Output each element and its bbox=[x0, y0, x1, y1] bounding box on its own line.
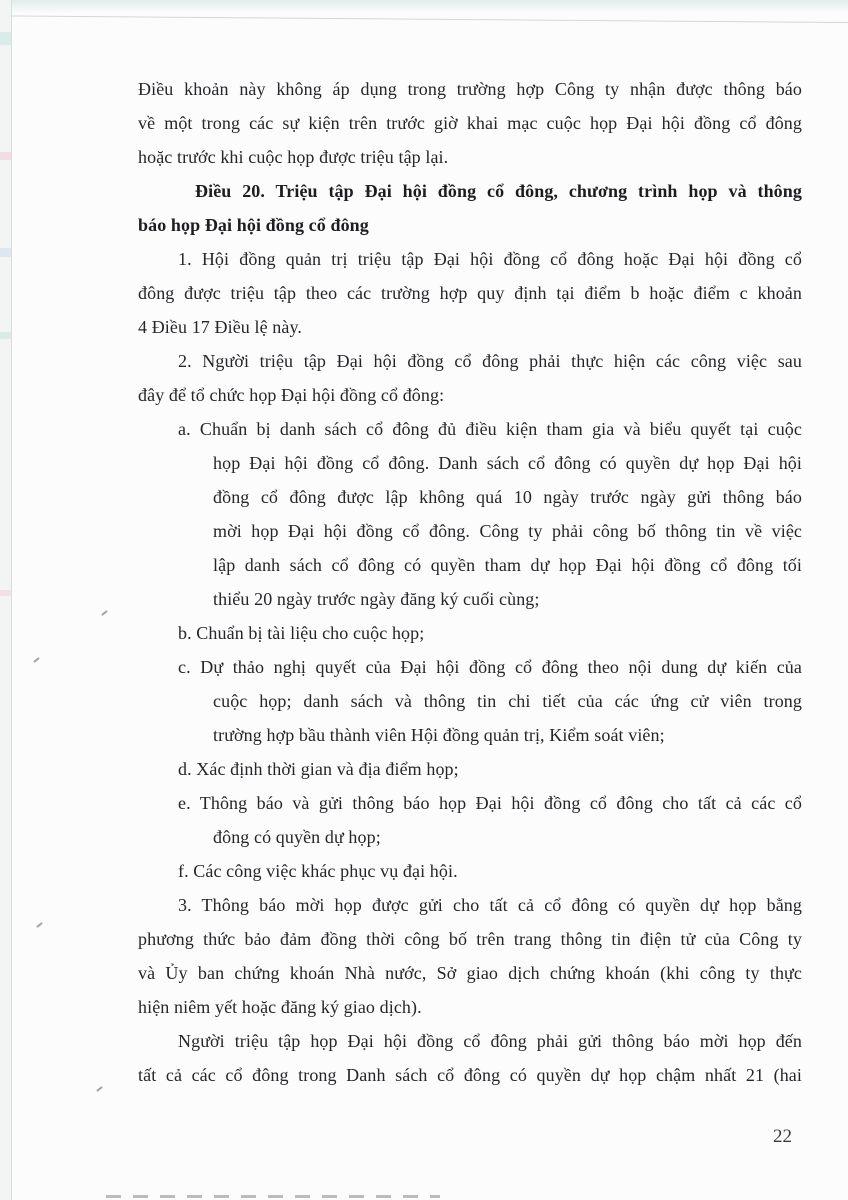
list-item-d bbox=[138, 752, 802, 786]
scan-artifact-stripe bbox=[0, 590, 11, 596]
text-line: phương thức bảo đảm đồng thời công bố trên trang thông tin điện tử của Công ty bbox=[138, 929, 802, 949]
list-item-a bbox=[138, 412, 802, 616]
clause-3-continuation bbox=[138, 1024, 802, 1092]
list-item-b bbox=[138, 616, 802, 650]
text-line: Điều 20. Triệu tập Đại hội đồng cổ đông, chương trình họp và thông bbox=[195, 181, 802, 201]
document-text-block bbox=[138, 72, 802, 1092]
text-line: đông được triệu tập theo các trường hợp quy định tại điểm b hoặc điểm c khoản bbox=[138, 283, 802, 303]
text-line: đây để tổ chức họp Đại hội đồng cổ đông: bbox=[138, 385, 445, 405]
text-line: 4 Điều 17 Điều lệ này. bbox=[138, 317, 302, 337]
text-line: đông có quyền dự họp; bbox=[213, 827, 381, 847]
text-line: b. Chuẩn bị tài liệu cho cuộc họp; bbox=[178, 623, 425, 643]
text-line: mời họp Đại hội đồng cổ đông. Công ty phải công bố thông tin về việc bbox=[213, 521, 802, 541]
clause-3 bbox=[138, 888, 802, 1024]
text-line: a. Chuẩn bị danh sách cổ đông đủ điều kiện tham gia và biểu quyết tại cuộc bbox=[178, 419, 802, 439]
text-line: e. Thông báo và gửi thông báo họp Đại hội đồng cổ đông cho tất cả các cổ bbox=[178, 793, 802, 813]
text-line: 1. Hội đồng quản trị triệu tập Đại hội đồng cổ đông hoặc Đại hội đồng cổ bbox=[178, 249, 802, 269]
text-line: đồng cổ đông được lập không quá 10 ngày trước ngày gửi thông báo bbox=[213, 487, 802, 507]
heading-article-20 bbox=[138, 174, 802, 242]
clause-1 bbox=[138, 242, 802, 344]
text-line: báo họp Đại hội đồng cổ đông bbox=[138, 215, 369, 235]
text-line: f. Các công việc khác phục vụ đại hội. bbox=[178, 861, 458, 881]
text-line: c. Dự thảo nghị quyết của Đại hội đồng cổ đông theo nội dung dự kiến của bbox=[178, 657, 802, 677]
scan-speck bbox=[36, 922, 43, 928]
text-line: Điều khoản này không áp dụng trong trường hợp Công ty nhận được thông báo bbox=[138, 79, 802, 99]
list-item-f bbox=[138, 854, 802, 888]
page-number: 22 bbox=[773, 1126, 792, 1147]
text-line: cuộc họp; danh sách và thông tin chi tiết của các ứng cử viên trong bbox=[213, 691, 802, 711]
text-line: họp Đại hội đồng cổ đông. Danh sách cổ đông có quyền dự họp Đại hội bbox=[213, 453, 802, 473]
list-item-c bbox=[138, 650, 802, 752]
scan-artifact-stripe bbox=[0, 248, 11, 257]
clause-2 bbox=[138, 344, 802, 412]
text-line: 3. Thông báo mời họp được gửi cho tất cả cổ đông có quyền dự họp bằng bbox=[178, 895, 802, 915]
scan-artifact-stripe bbox=[0, 32, 11, 45]
scan-speck bbox=[33, 657, 40, 663]
text-line: Người triệu tập họp Đại hội đồng cổ đông phải gửi thông báo mời họp đến bbox=[178, 1031, 802, 1051]
text-line: tất cả các cổ đông trong Danh sách cổ đông có quyền dự họp chậm nhất 21 (hai bbox=[138, 1065, 802, 1085]
text-line: trường hợp bầu thành viên Hội đồng quản trị, Kiểm soát viên; bbox=[213, 725, 665, 745]
text-line: hiện niêm yết hoặc đăng ký giao dịch). bbox=[138, 997, 422, 1017]
scan-left-edge-strip bbox=[0, 0, 12, 1200]
text-line: lập danh sách cổ đông có quyền tham dự họp Đại hội đồng cổ đông tối bbox=[213, 555, 802, 575]
text-line: và Ủy ban chứng khoán Nhà nước, Sở giao dịch chứng khoán (khi công ty thực bbox=[138, 963, 802, 983]
scan-speck bbox=[96, 1086, 103, 1092]
scan-speck bbox=[101, 610, 108, 616]
text-line: thiểu 20 ngày trước ngày đăng ký cuối cùng; bbox=[213, 589, 540, 609]
text-line: về một trong các sự kiện trên trước giờ khai mạc cuộc họp Đại hội đồng cổ đông bbox=[138, 113, 802, 133]
scan-artifact-stripe bbox=[0, 152, 11, 160]
scan-top-edge-shade bbox=[0, 0, 848, 14]
text-line: d. Xác định thời gian và địa điểm họp; bbox=[178, 759, 459, 779]
scan-artifact-stripe bbox=[0, 332, 11, 339]
paper-edge-line bbox=[0, 15, 848, 23]
text-line: 2. Người triệu tập Đại hội đồng cổ đông phải thực hiện các công việc sau bbox=[178, 351, 802, 371]
text-line: hoặc trước khi cuộc họp được triệu tập lại. bbox=[138, 147, 449, 167]
para-continuation bbox=[138, 72, 802, 174]
list-item-e bbox=[138, 786, 802, 854]
scan-bottom-smudge bbox=[106, 1195, 440, 1198]
